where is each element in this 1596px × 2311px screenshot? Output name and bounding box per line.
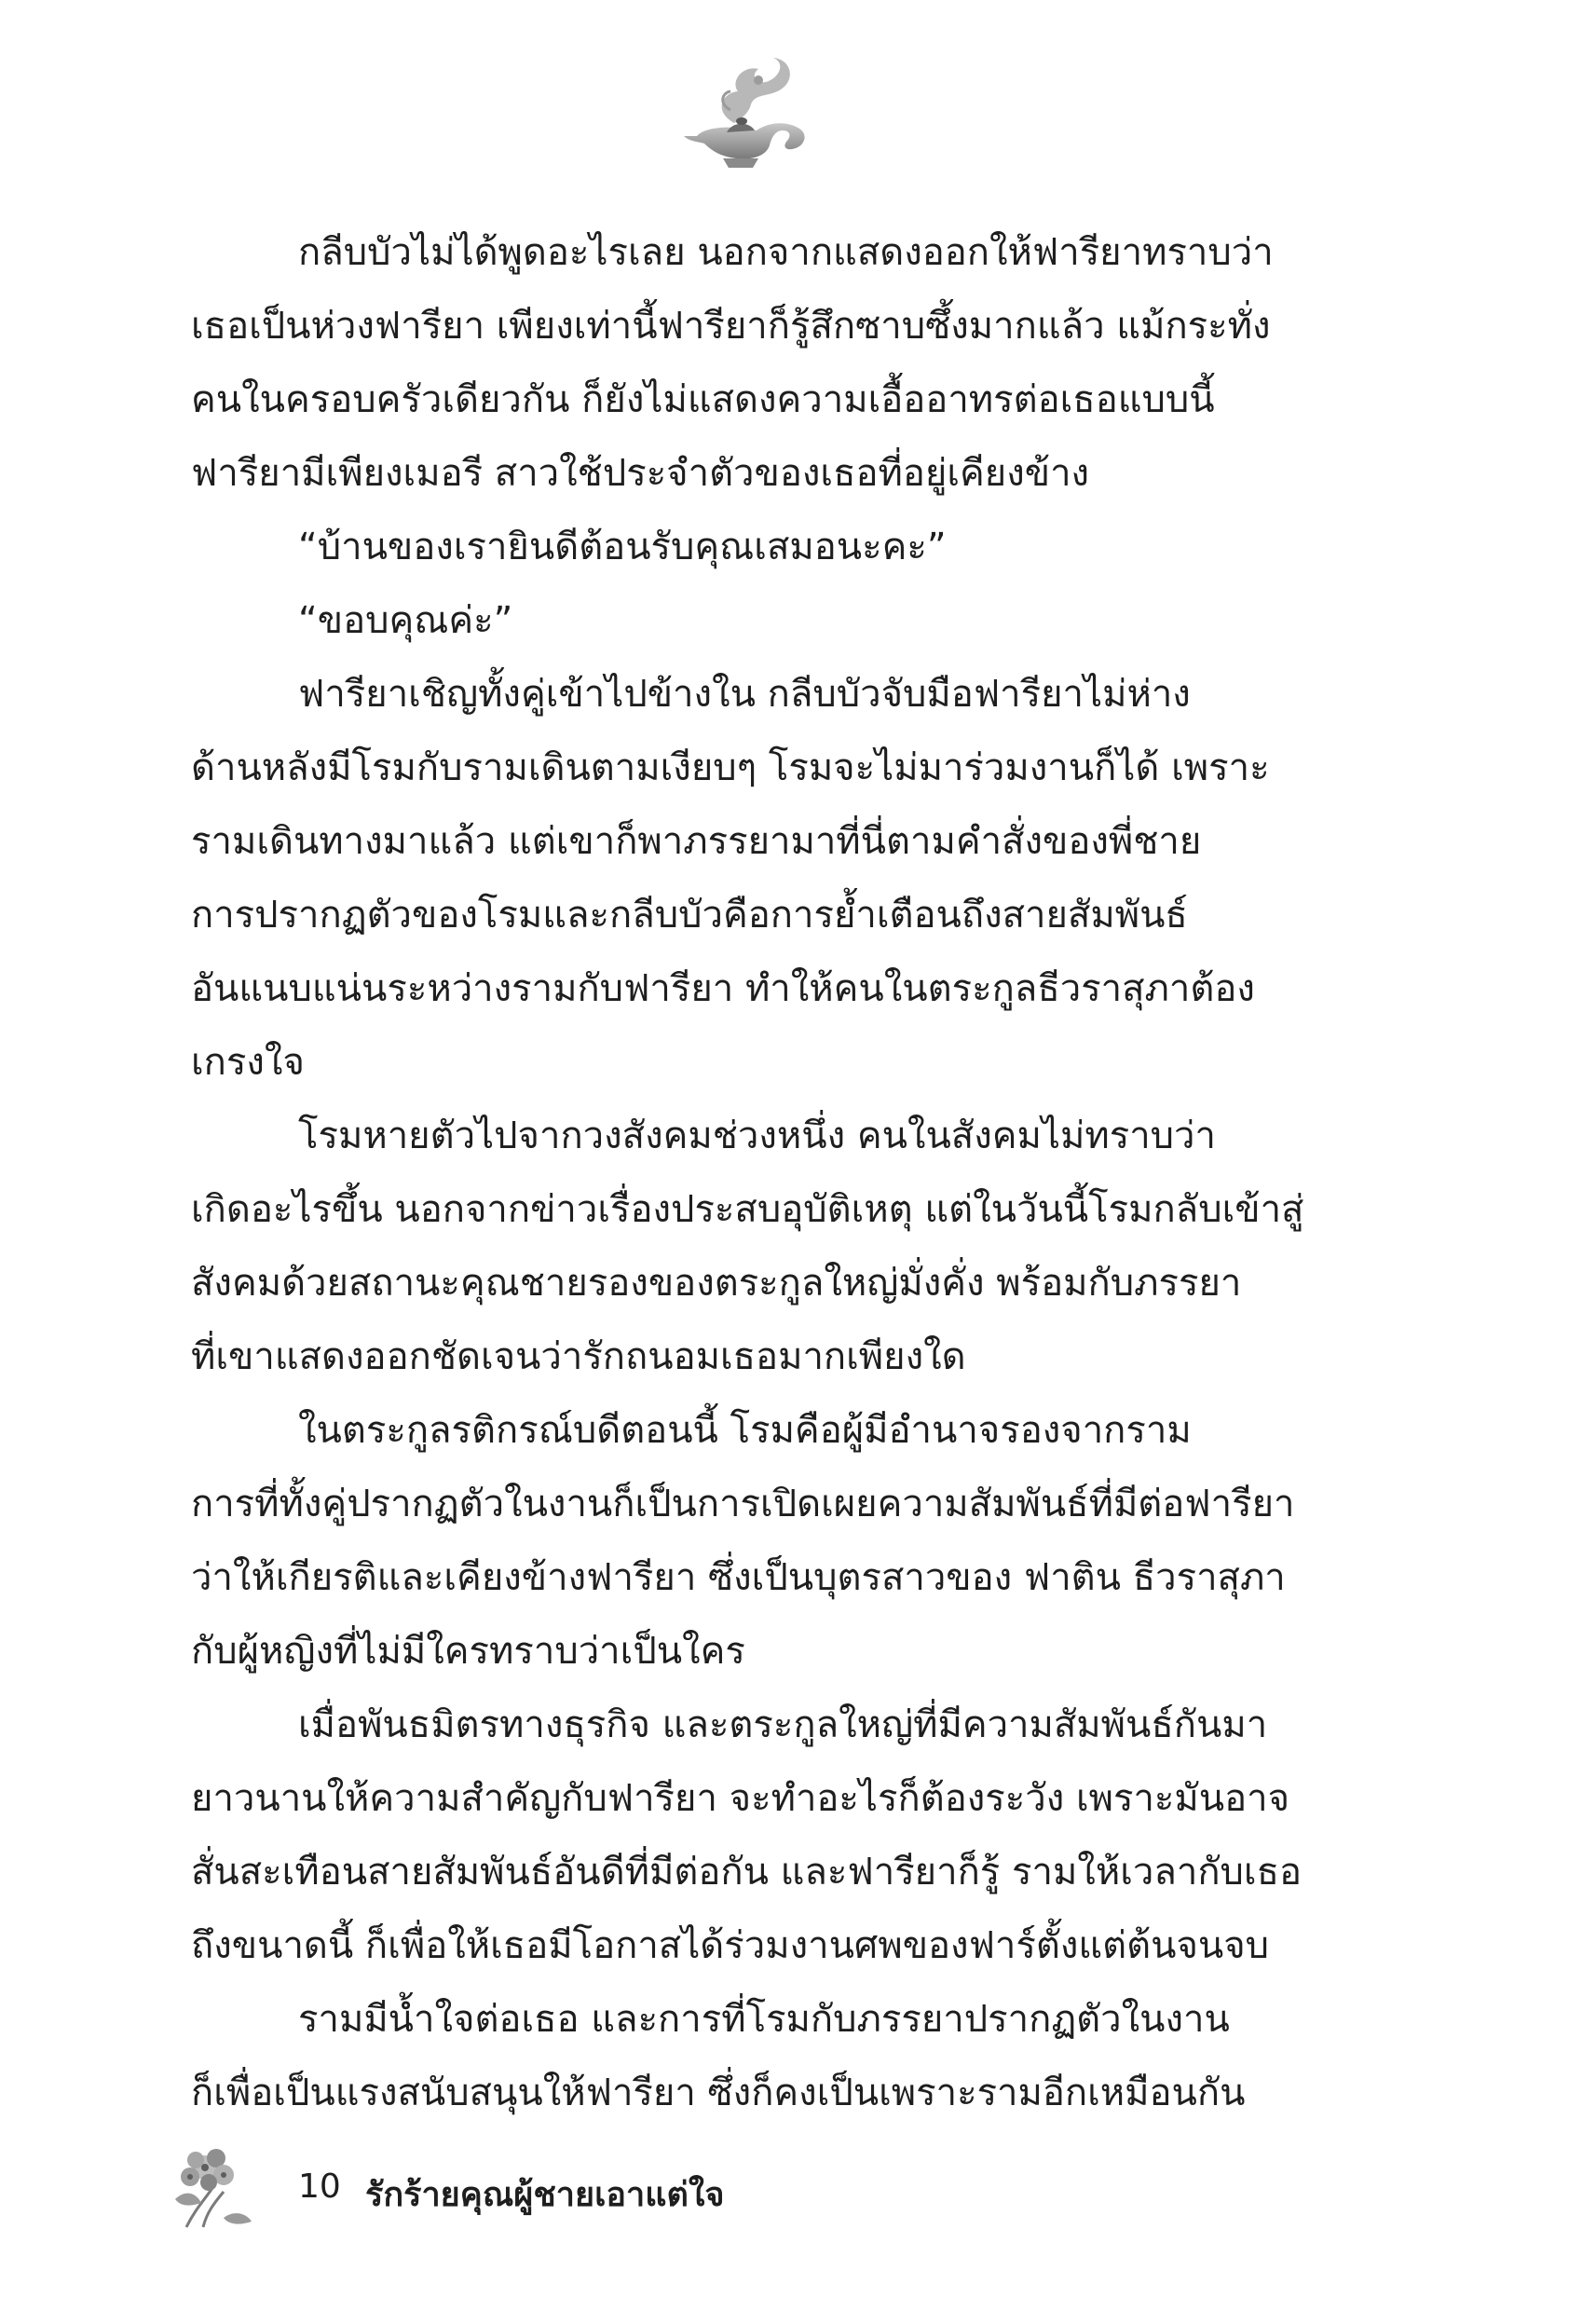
text-line: ยาวนานให้ความสำคัญกับฟารียา จะทำอะไรก็ต้องระวัง เพราะมันอาจ (191, 1777, 1290, 1820)
text-line: ที่เขาแสดงออกชัดเจนว่ารักถนอมเธอมากเพียงใด (191, 1335, 966, 1378)
text-line: การปรากฏตัวของโรมและกลีบบัวคือการย้ำเตือนถึงสายสัมพันธ์ (191, 894, 1188, 937)
text-line: เมื่อพันธมิตรทางธุรกิจ และตระกูลใหญ่ที่มีความสัมพันธ์กันมา (298, 1703, 1268, 1746)
text-line: เกิดอะไรขึ้น นอกจากข่าวเรื่องประสบอุบัติเหตุ แต่ในวันนี้โรมกลับเข้าสู่ (191, 1188, 1304, 1231)
text-line: ฟารียามีเพียงเมอรี สาวใช้ประจำตัวของเธอที่อยู่เคียงข้าง (191, 452, 1090, 495)
body-text (191, 216, 1332, 2130)
text-line: “บ้านของเรายินดีต้อนรับคุณเสมอนะคะ” (298, 526, 947, 568)
paragraph (191, 216, 1332, 511)
paragraph (191, 658, 1332, 1100)
text-line: คนในครอบครัวเดียวกัน ก็ยังไม่แสดงความเอื้ออาทรต่อเธอแบบนี้ (191, 378, 1215, 421)
page-number: 10 (298, 2167, 341, 2206)
paragraph (191, 1394, 1332, 1689)
text-line: อันแนบแน่นระหว่างรามกับฟารียา ทำให้คนในตระกูลธีวราสุภาต้อง (191, 967, 1255, 1010)
text-line: ในตระกูลรติกรณ์บดีตอนนี้ โรมคือผู้มีอำนาจรองจากราม (298, 1409, 1192, 1452)
text-line: สั่นสะเทือนสายสัมพันธ์อันดีที่มีต่อกัน และฟารียาก็รู้ รามให้เวลากับเธอ (191, 1851, 1303, 1894)
text-line: การที่ทั้งคู่ปรากฏตัวในงานก็เป็นการเปิดเผยความสัมพันธ์ที่มีต่อฟารียา (191, 1483, 1295, 1525)
paragraph (191, 511, 1332, 584)
text-line: เกรงใจ (191, 1041, 305, 1084)
text-line: รามเดินทางมาแล้ว แต่เขาก็พาภรรยามาที่นี่ตามคำสั่งของพี่ชาย (191, 820, 1202, 863)
text-line: ก็เพื่อเป็นแรงสนับสนุนให้ฟารียา ซึ่งก็คงเป็นเพราะรามอีกเหมือนกัน (191, 2072, 1246, 2114)
text-line: “ขอบคุณค่ะ” (298, 599, 513, 642)
book-title: รักร้ายคุณผู้ชายเอาแต่ใจ (365, 2176, 725, 2214)
text-line: กลีบบัวไม่ได้พูดอะไรเลย นอกจากแสดงออกให้ฟารียาทราบว่า (298, 231, 1274, 274)
flower-bouquet-icon (158, 2134, 261, 2236)
text-line: ถึงขนาดนี้ ก็เพื่อให้เธอมีโอกาสได้ร่วมงานศพของฟาร์ตั้งแต่ต้นจนจบ (191, 1924, 1270, 1967)
paragraph (191, 1983, 1332, 2130)
paragraph (191, 584, 1332, 658)
text-line: รามมีน้ำใจต่อเธอ และการที่โรมกับภรรยาปรากฏตัวในงาน (298, 1998, 1230, 2041)
text-line: กับผู้หญิงที่ไม่มีใครทราบว่าเป็นใคร (191, 1630, 745, 1673)
paragraph (191, 1100, 1332, 1394)
text-line: ฟารียาเชิญทั้งคู่เข้าไปข้างใน กลีบบัวจับมือฟารียาไม่ห่าง (298, 673, 1191, 716)
text-line: ว่าให้เกียรติและเคียงข้างฟารียา ซึ่งเป็นบุตรสาวของ ฟาติน ธีวราสุภา (191, 1556, 1286, 1599)
text-line: สังคมด้วยสถานะคุณชายรองของตระกูลใหญ่มั่งคั่ง พร้อมกับภรรยา (191, 1262, 1242, 1305)
text-line: เธอเป็นห่วงฟารียา เพียงเท่านี้ฟารียาก็รู้สึกซาบซึ้งมากแล้ว แม้กระทั่ง (191, 305, 1271, 348)
page-footer (158, 2134, 997, 2236)
text-line: โรมหายตัวไปจากวงสังคมช่วงหนึ่ง คนในสังคมไม่ทราบว่า (298, 1114, 1216, 1157)
genie-lamp-icon (676, 56, 816, 172)
text-line: ด้านหลังมีโรมกับรามเดินตามเงียบๆ โรมจะไม่มาร่วมงานก็ได้ เพราะ (191, 746, 1270, 789)
paragraph (191, 1689, 1332, 1983)
